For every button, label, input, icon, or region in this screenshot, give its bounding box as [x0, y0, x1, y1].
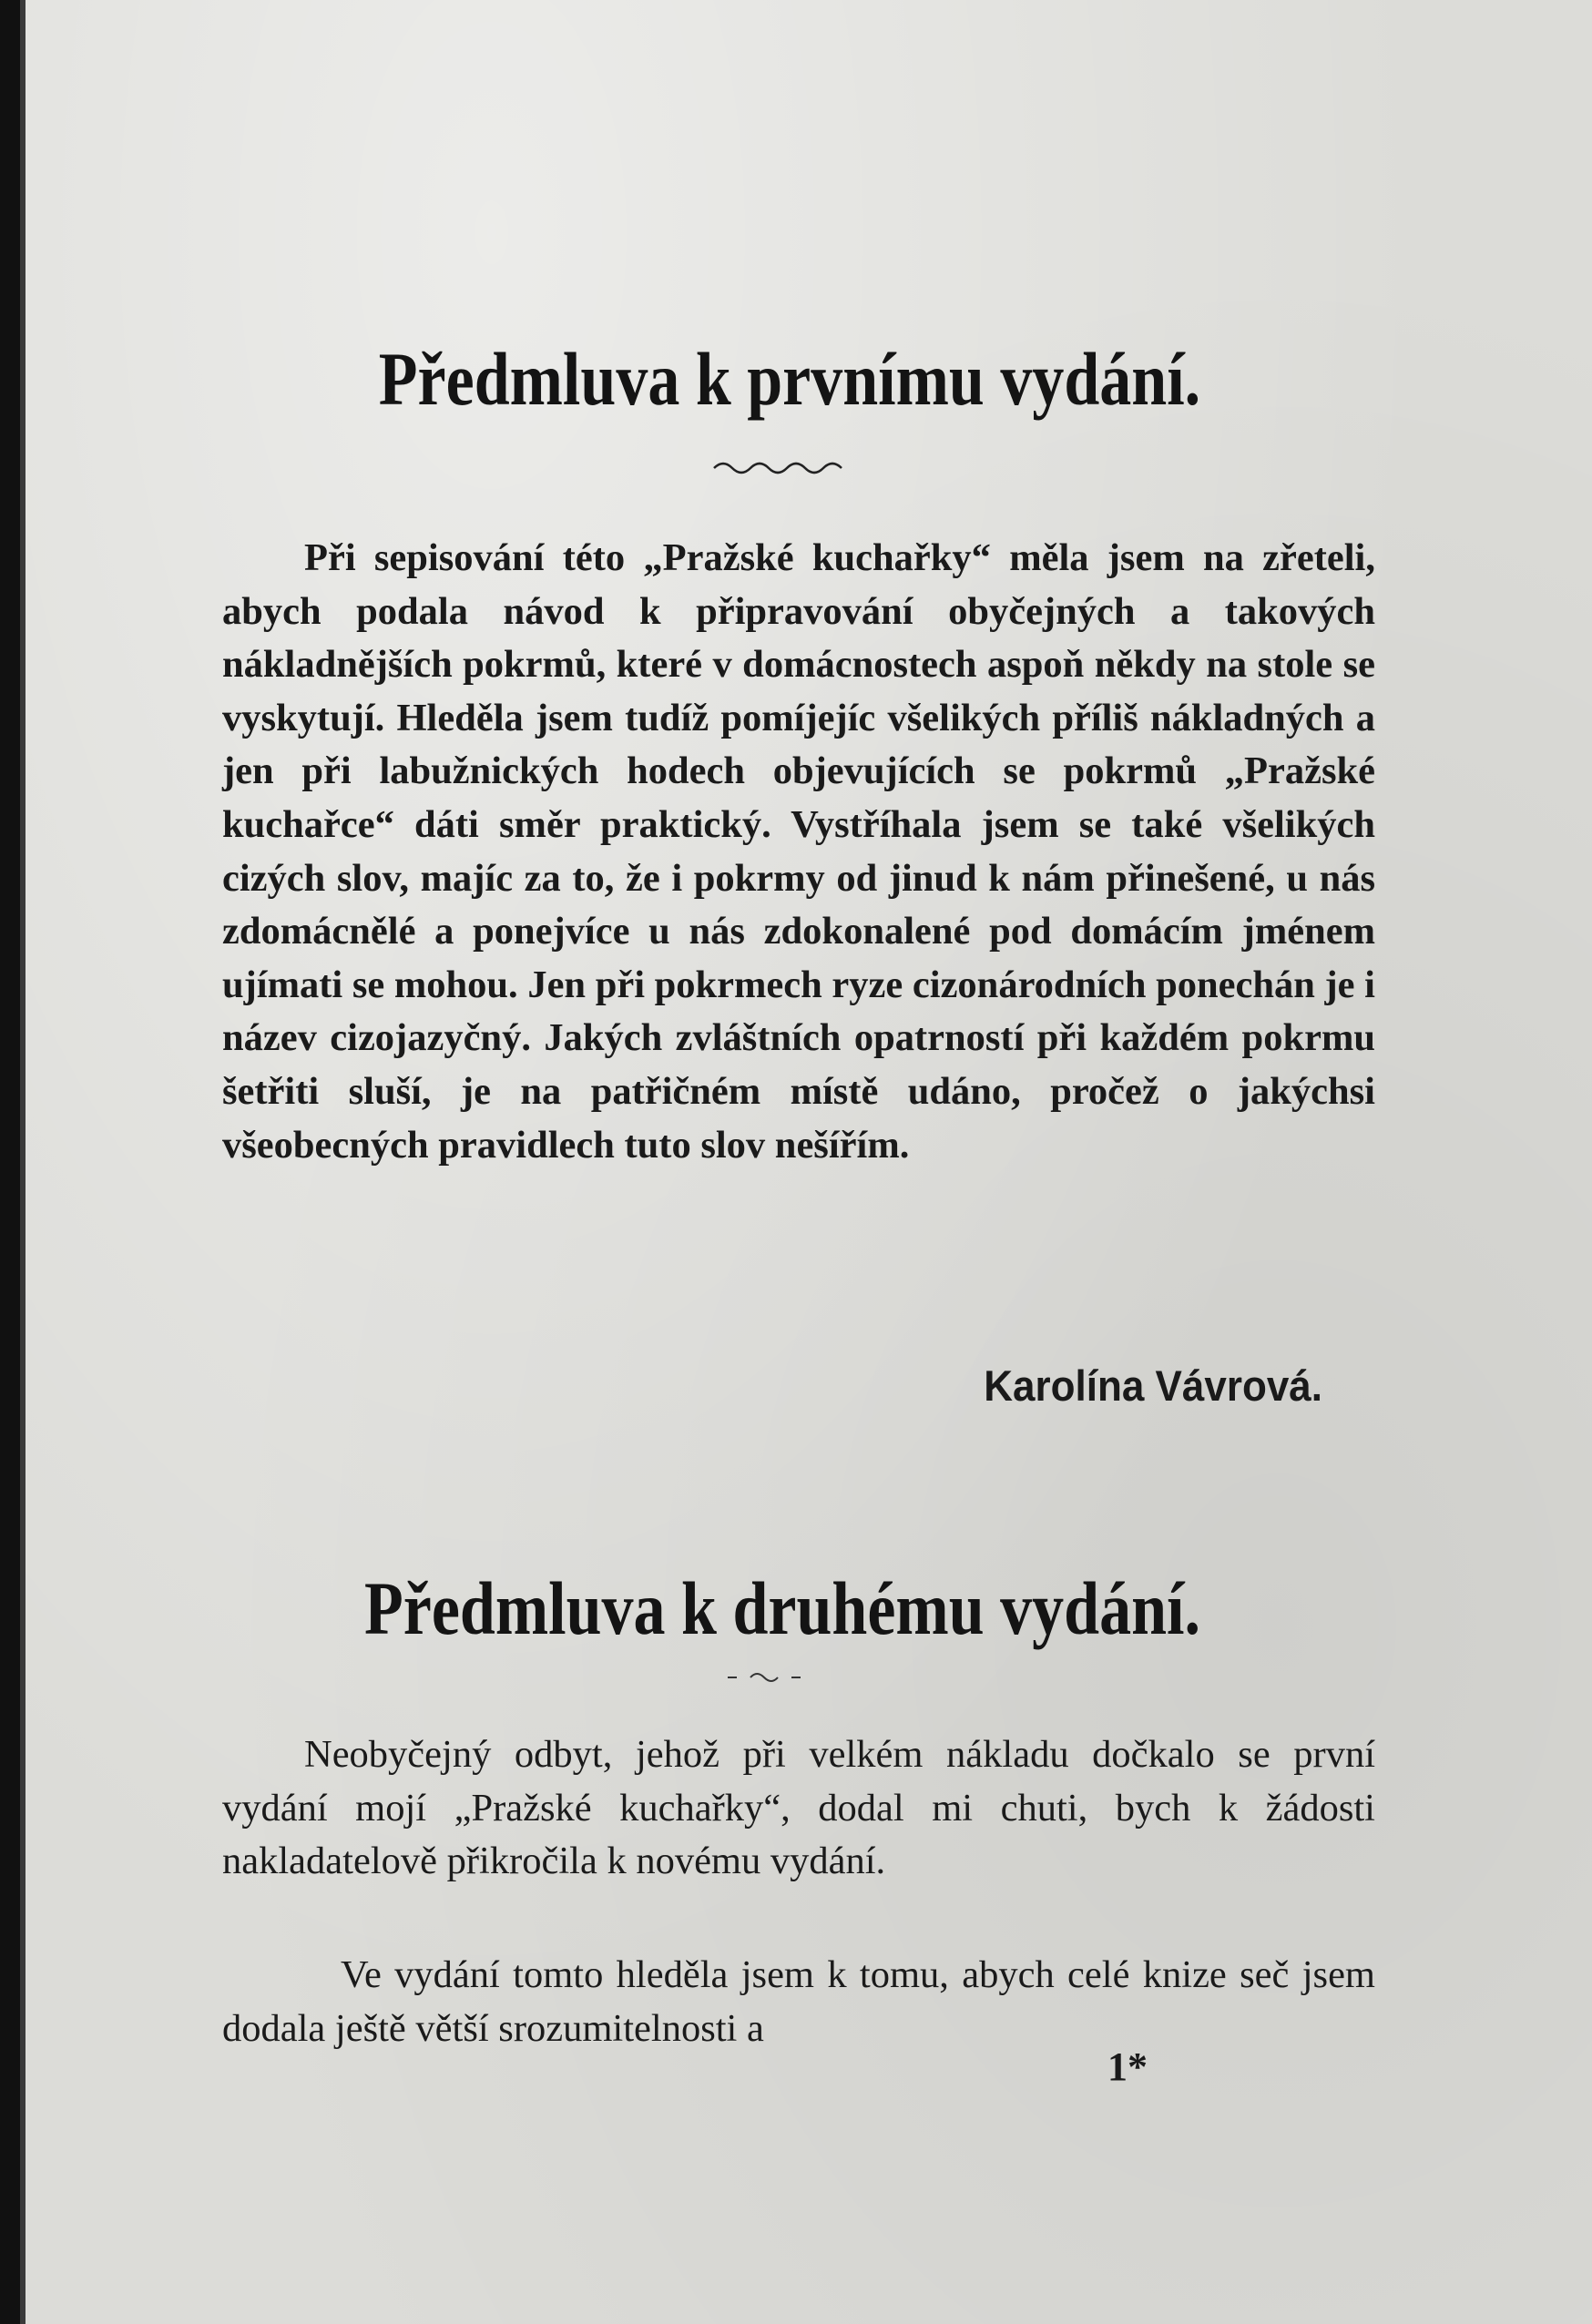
heading-first-edition: Předmluva k prvnímu vydání. [378, 338, 1201, 422]
page-signature-mark: 1* [1107, 2044, 1148, 2089]
heading-second-edition: Předmluva k druhému vydání. [364, 1567, 1200, 1651]
preface-second-paragraph-1: Neobyčejný odbyt, jehož při velkém nákladu dočkalo se první vydání mojí „Pražské kuchařky“, dodal mi chuti, bych k žádosti nakladatelově přikročila k novému vydání. [222, 1733, 1375, 1883]
author-signature: Karolína Vávrová. [984, 1362, 1322, 1411]
preface-second-paragraph-2: Ve vydání tomto hleděla jsem k tomu, abych celé knize seč jsem dodala ještě větší srozumitelnosti a [222, 1953, 1375, 2050]
preface-first-paragraph: Při sepisování této „Pražské kuchařky“ měla jsem na zřeteli, abych podala návod k připravování obyčejných a takových nákladnějších pokrmů, které v domácnostech aspoň někdy na stole se vyskytují. Hleděla jsem tudíž pomíjejíc všelikých příliš nákladných a jen při labužnických hodech objevujících se pokrmů „Pražské kuchařce“ dáti směr praktický. Vystříhala jsem se také všelikých cizých slov, majíc za to, že i pokrmy od jinud k nám přinešené, u nás zdomácnělé a ponejvíce u nás zdokonalené pod domácím jménem ujímati se mohou. Jen při pokrmech ryze cizonárodních ponechán je i název cizojazyčný. Jakých zvláštních opatrností při každém pokrmu šetřiti sluší, je na patřičném místě udáno, pročež o jakýchsi všeobecných pravidlech tuto slov nešířím. [222, 536, 1375, 1167]
ornament-divider-icon [709, 457, 846, 475]
ornament-divider-icon [709, 1667, 846, 1685]
book-page [20, 0, 1592, 2324]
